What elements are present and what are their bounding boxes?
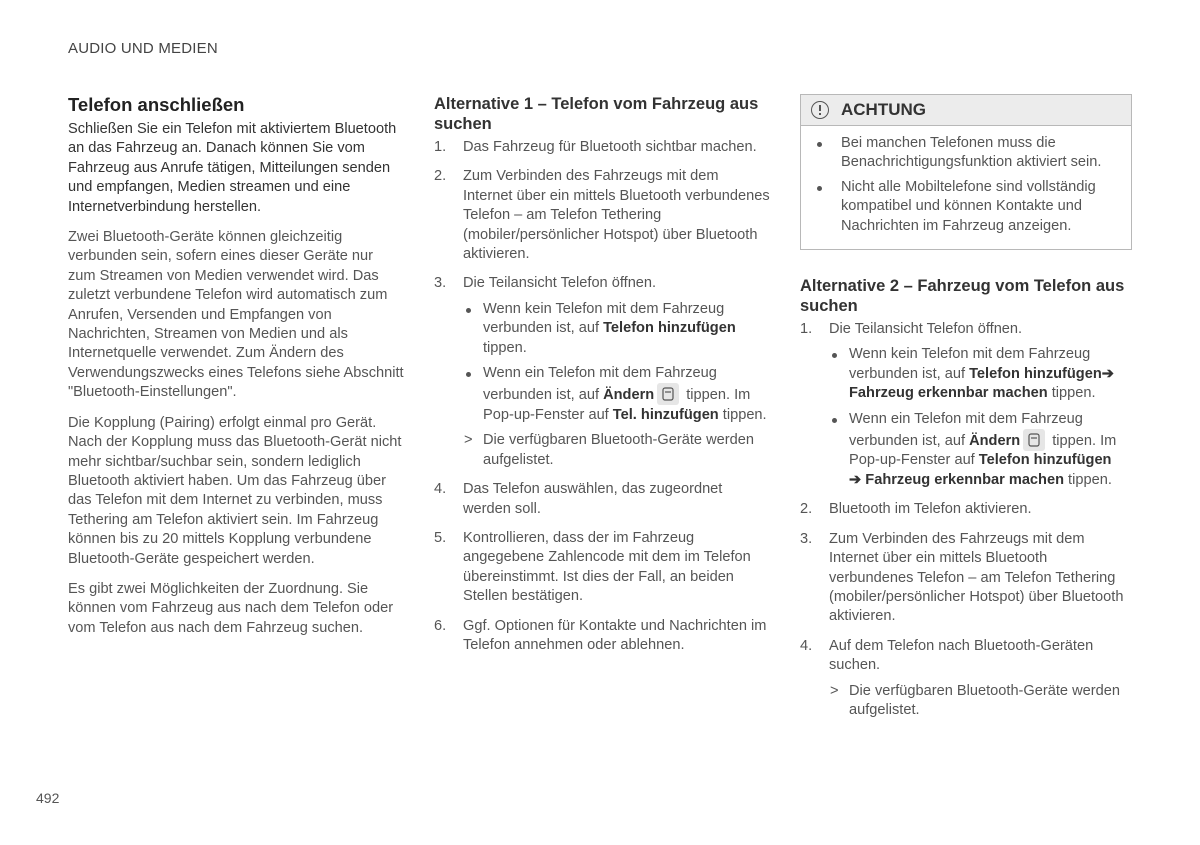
- ui-term: Fahrzeug erkennbar machen: [849, 385, 1048, 402]
- step-item: [434, 138, 770, 157]
- step-number: 3.: [434, 275, 447, 292]
- alternative-2-heading: Alternative 2 – Fahrzeug vom Telefon aus suchen: [800, 277, 1125, 316]
- sub-item: Wenn kein Telefon mit dem Fahrzeug verbunden ist, auf Telefon hinzufügen➔ Fahrzeug erkennbar machen tippen.: [829, 345, 1132, 403]
- alternative-1-steps: [434, 138, 770, 655]
- step-text: Kontrollieren, dass der im Fahrzeug angegebene Zahlencode mit dem im Telefon übereinstimmt. Ist dies der Fall, an beiden Stellen bestätigen.: [463, 529, 751, 605]
- alternative-2-steps: [800, 320, 1132, 720]
- step-item: [434, 480, 770, 519]
- warning-info-icon: [811, 101, 829, 119]
- lead-paragraph: Schließen Sie ein Telefon mit aktiviertem Bluetooth an das Fahrzeug an. Danach können Sie vom Fahrzeug aus Anrufe tätigen, Mitteilungen senden und empfangen, Medien streamen und eine Internetverbindung herstellen.: [68, 121, 397, 215]
- step-number: 4.: [800, 637, 813, 654]
- warning-box: [800, 94, 1132, 250]
- sub-list: [829, 682, 1132, 721]
- alternative-1-heading: Alternative 1 – Telefon vom Fahrzeug aus suchen: [434, 95, 759, 133]
- sub-list: [463, 300, 770, 470]
- sub-item: Wenn ein Telefon mit dem Fahrzeug verbunden ist, auf Ändern tippen. Im Pop-up-Fenster auf Tel. hinzufügen tippen.: [463, 364, 770, 425]
- result-item: > Die verfügbaren Bluetooth-Geräte werden aufgelistet.: [830, 682, 1120, 718]
- step-text: Zum Verbinden des Fahrzeugs mit dem Internet über ein mittels Bluetooth verbundenes Telefon – am Telefon Tethering (mobiler/persönlicher Hotspot) über Bluetooth aktivieren.: [463, 168, 770, 263]
- page-number: 492: [36, 790, 60, 806]
- alternative-2-column: [800, 94, 1132, 730]
- bullet-icon: [832, 353, 837, 358]
- intro-column: [68, 94, 404, 649]
- arrow-right-icon: ➔: [849, 471, 862, 488]
- step-text: Die Teilansicht Telefon öffnen.: [463, 275, 657, 292]
- ui-term: Telefon hinzufügen: [603, 320, 736, 337]
- step-number: 5.: [434, 529, 447, 546]
- sub-list: [829, 345, 1132, 490]
- warning-item: Bei manchen Telefonen muss die Benachrichtigungsfunktion aktiviert sein.: [817, 134, 1119, 173]
- step-number: 6.: [434, 617, 447, 634]
- step-text: Zum Verbinden des Fahrzeugs mit dem Internet über ein mittels Bluetooth verbundenes Telefon – am Telefon Tethering (mobiler/persönlicher Hotspot) über Bluetooth aktivieren.: [829, 530, 1124, 625]
- step-item: [800, 500, 1132, 519]
- step-item: [434, 529, 770, 607]
- bullet-icon: [466, 372, 471, 377]
- ui-term: Telefon hinzufügen: [969, 365, 1102, 382]
- paragraph-pairing: Die Kopplung (Pairing) erfolgt einmal pro Gerät. Nach der Kopplung muss das Bluetooth-Gerät nicht mehr sichtbar/suchbar sein, sondern lediglich Bluetooth aktiviert haben. Um das Fahrzeug über das Telefon mit dem Internet zu verbinden, muss Tethering am Telefon aktiviert sein. Im Fahrzeug können bis zu 20 mittels Kopplung verbundene Bluetooth-Geräte gespeichert werden.: [68, 414, 402, 567]
- ui-term: Ändern: [969, 433, 1021, 450]
- step-number: 4.: [434, 481, 447, 498]
- bullet-icon: [466, 308, 471, 313]
- warning-list: [801, 126, 1131, 249]
- ui-term: Fahrzeug erkennbar machen: [865, 471, 1064, 488]
- warning-header: [801, 95, 1131, 126]
- warning-title: ACHTUNG: [841, 100, 926, 120]
- step-item: [434, 274, 770, 470]
- result-marker: >: [830, 682, 839, 699]
- step-text: Ggf. Optionen für Kontakte und Nachrichten im Telefon annehmen oder ablehnen.: [463, 617, 767, 653]
- result-item: > Die verfügbaren Bluetooth-Geräte werden aufgelistet.: [464, 432, 754, 468]
- sub-item: Wenn kein Telefon mit dem Fahrzeug verbunden ist, auf Telefon hinzufügen tippen.: [463, 300, 770, 358]
- step-text: Auf dem Telefon nach Bluetooth-Geräten suchen.: [829, 637, 1094, 674]
- step-number: 2.: [800, 501, 813, 518]
- alternative-1-column: [434, 94, 770, 665]
- ui-term: Tel. hinzufügen: [612, 406, 719, 423]
- bullet-icon: [832, 418, 837, 423]
- paragraph-two-devices: Zwei Bluetooth-Geräte können gleichzeitig verbunden sein, sofern eines dieser Geräte nur zum Streamen von Medien verwendet wird. Das zuletzt verbundene Telefon wird automatisch zum Anrufen, Versenden und Empfangen von Nachrichten, Streamen von Medien und als Internetquelle verwendet. Zum Ändern des Verwendungszwecks eines Telefons siehe Abschnitt "Bluetooth-Einstellungen".: [68, 229, 404, 401]
- ui-term: Telefon hinzufügen: [978, 452, 1112, 469]
- sub-item: Wenn ein Telefon mit dem Fahrzeug verbunden ist, auf Ändern tippen. Im Pop-up-Fenster auf Telefon hinzufügen ➔ Fahrzeug erkennbar machen tippen.: [829, 410, 1132, 491]
- bullet-icon: [817, 186, 822, 191]
- ui-term: Ändern: [603, 387, 655, 404]
- warning-item: Nicht alle Mobiltelefone sind vollständig kompatibel und können Kontakte und Nachrichten im Fahrzeug anzeigen.: [817, 178, 1119, 236]
- step-text: Die Teilansicht Telefon öffnen.: [829, 321, 1023, 338]
- result-marker: >: [464, 432, 473, 449]
- edit-button-icon: [657, 383, 679, 405]
- step-item: [434, 617, 770, 656]
- paragraph-options: Es gibt zwei Möglichkeiten der Zuordnung. Sie können vom Fahrzeug aus nach dem Telefon oder vom Telefon aus nach dem Fahrzeug suchen.: [68, 580, 394, 636]
- step-text: Das Fahrzeug für Bluetooth sichtbar machen.: [463, 139, 757, 155]
- step-text: Das Telefon auswählen, das zugeordnet werden soll.: [463, 481, 723, 517]
- step-number: 1.: [800, 321, 813, 338]
- edit-button-icon: [1023, 429, 1045, 451]
- arrow-right-icon: ➔: [1101, 365, 1114, 382]
- step-number: 2.: [434, 168, 447, 185]
- step-item: [800, 530, 1132, 627]
- section-header: AUDIO UND MEDIEN: [68, 40, 218, 57]
- step-text: Bluetooth im Telefon aktivieren.: [829, 501, 1032, 518]
- bullet-icon: [817, 142, 822, 147]
- step-number: 3.: [800, 530, 813, 547]
- step-item: [434, 167, 770, 264]
- step-item: [800, 320, 1132, 490]
- step-item: [800, 637, 1132, 721]
- step-number: 1.: [434, 139, 447, 155]
- page-title: Telefon anschließen: [68, 94, 245, 115]
